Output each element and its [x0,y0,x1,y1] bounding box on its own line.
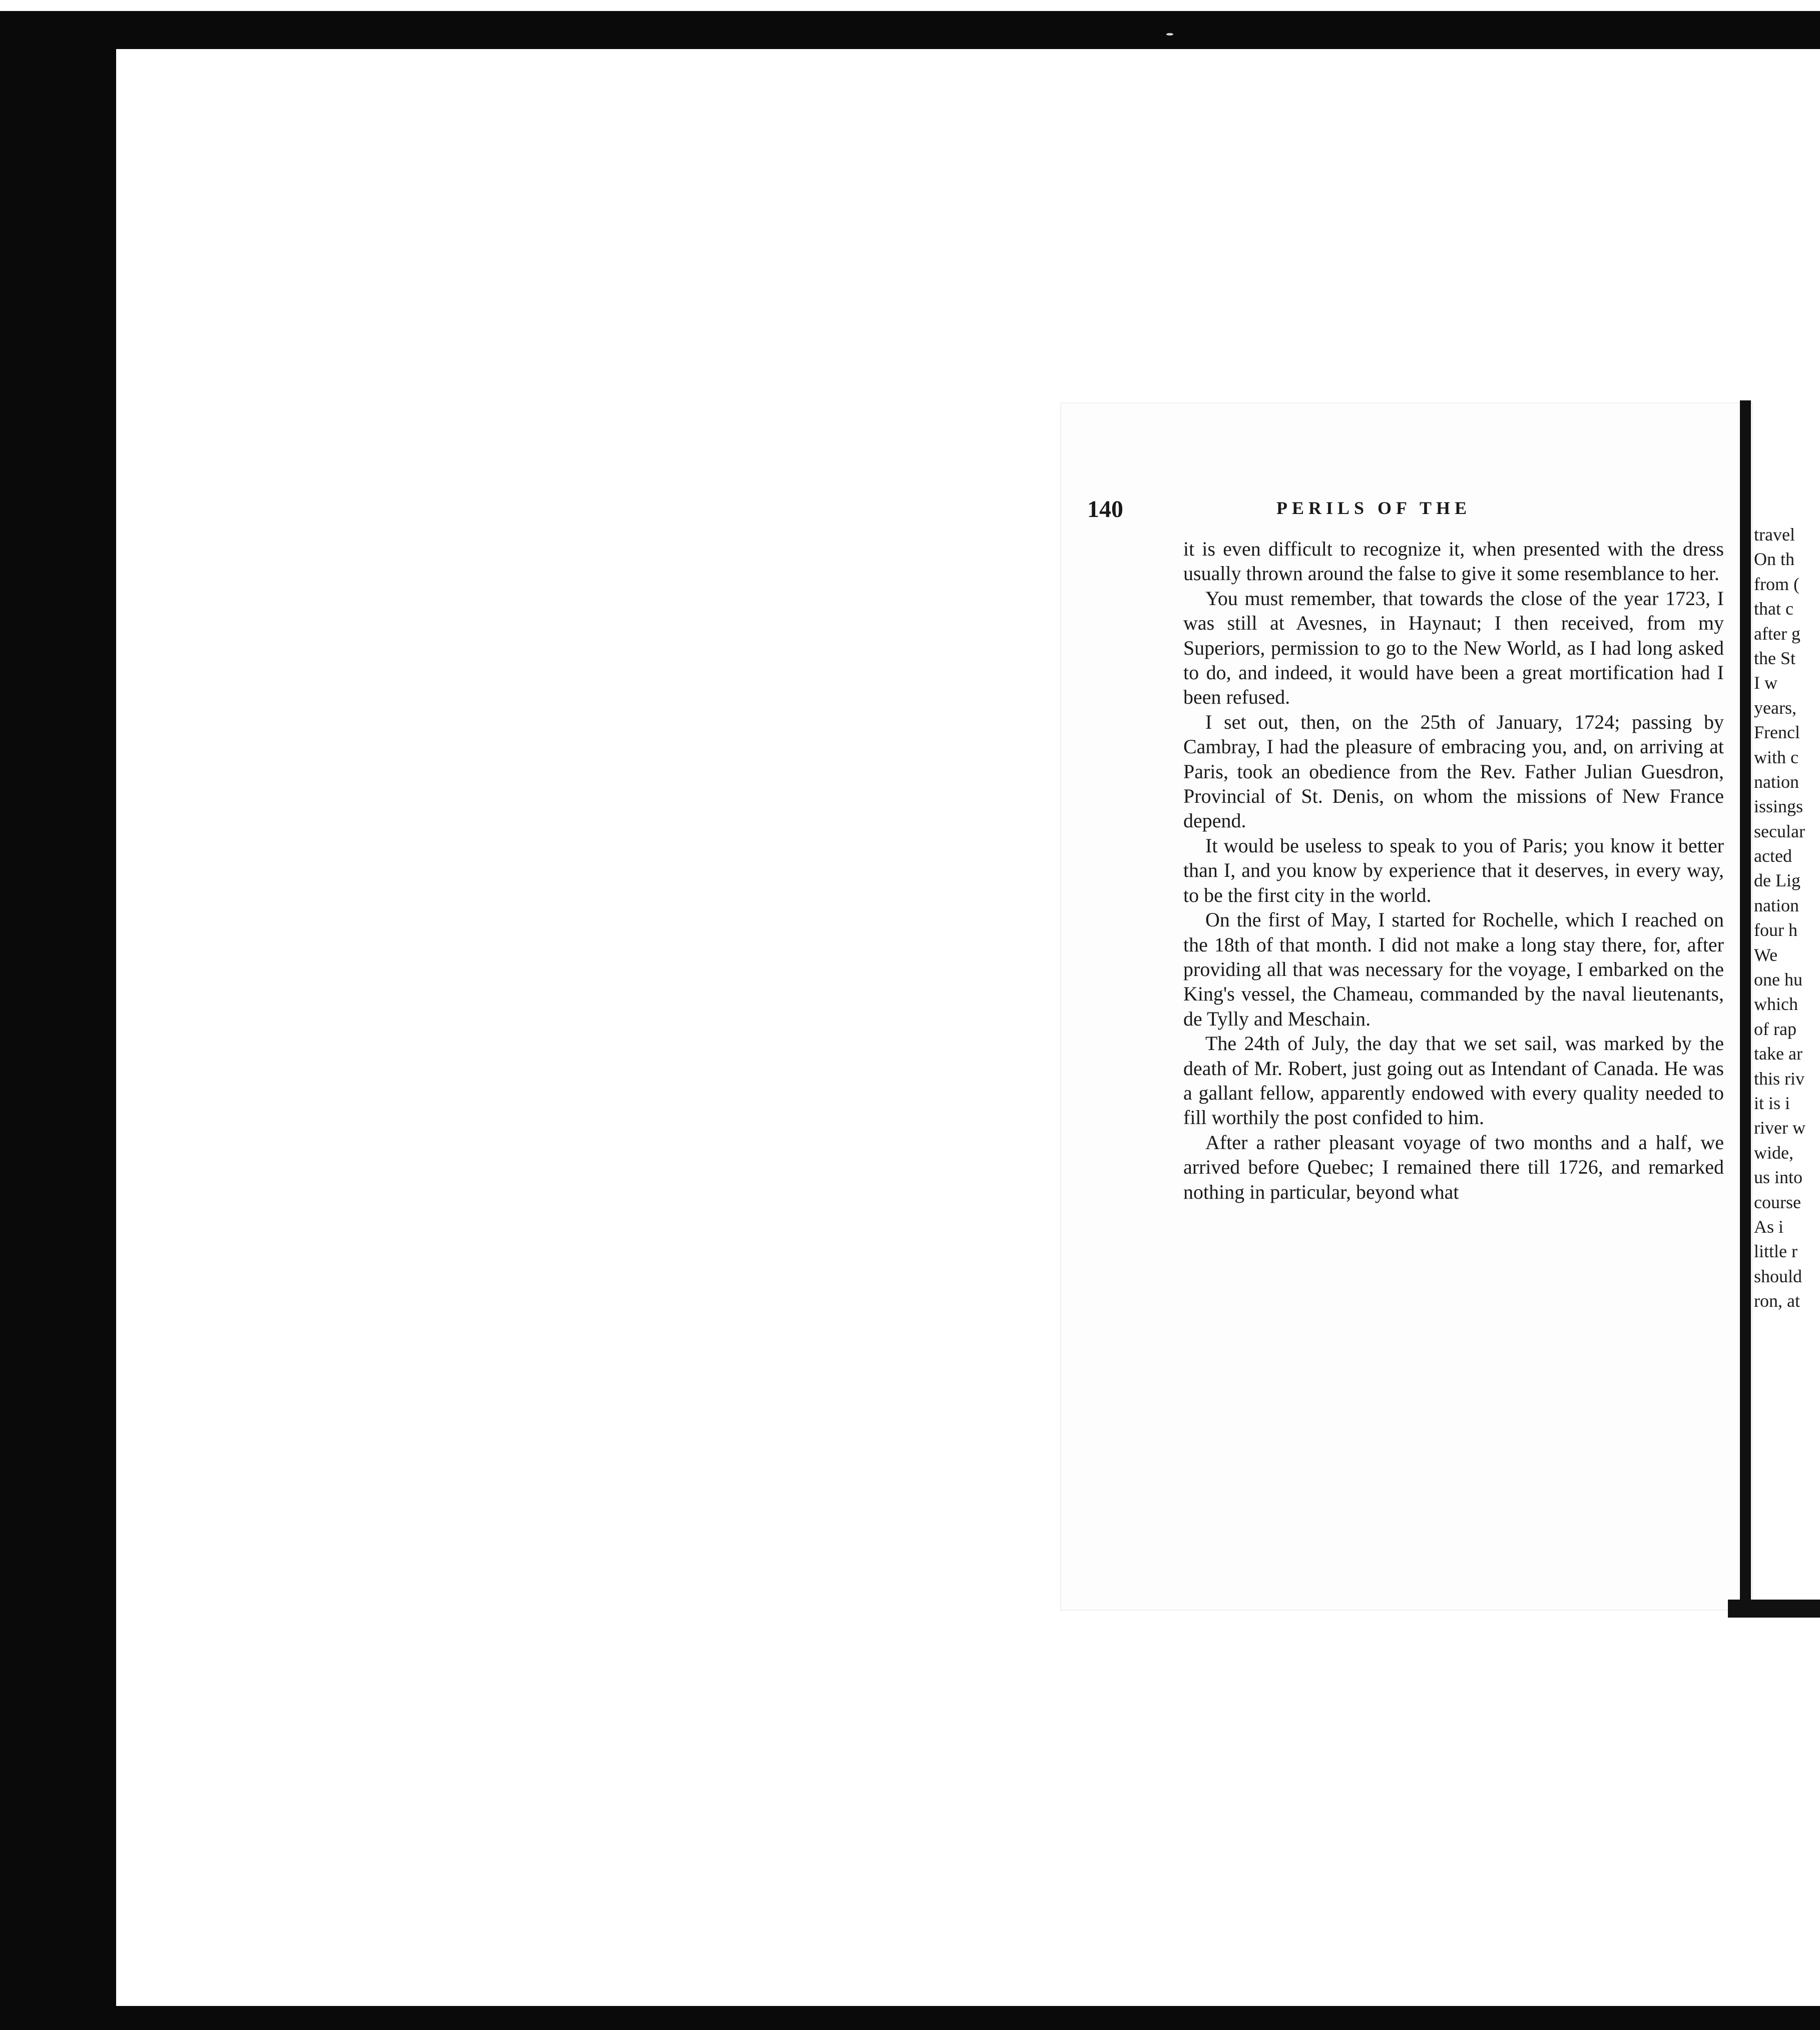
facing-line: that c [1754,599,1793,619]
facing-line: As i [1754,1216,1784,1237]
facing-line: nation [1754,895,1799,915]
facing-page-edge [1754,523,1820,1314]
scan-top-edge [0,0,1820,11]
facing-line: wide, [1754,1142,1793,1163]
page-number: 140 [1087,496,1123,523]
facing-line: one hu [1754,969,1802,990]
facing-line: of rap [1754,1019,1796,1039]
facing-line: the St [1754,648,1796,668]
facing-line: from ( [1754,574,1799,594]
paragraph: The 24th of July, the day that we set sail, was marked by the death of Mr. Robert, just going out as Intendant of Canada. He was a gallant fellow, apparently endowed with every quality needed to fill worthily the post confided to him. [1183,1032,1724,1129]
facing-line: secular [1754,821,1805,841]
facing-line: take ar [1754,1044,1802,1064]
facing-line: Frencl [1754,722,1800,743]
facing-line: nation [1754,771,1799,792]
facing-line: acted [1754,846,1792,866]
facing-line: issings [1754,796,1803,817]
facing-line: years, [1754,697,1796,718]
paragraph-continuation: it is even difficult to recognize it, when presented with the dress usually thrown around the false to give it some resemblance to her. [1183,538,1724,585]
facing-line: it is i [1754,1093,1790,1113]
paragraph: You must remember, that towards the close of the year 1723, I was still at Avesnes, in Haynaut; I then received, from my Superiors, permission to go to the New World, as I had long asked to do, and indeed, it would have been a great mortification had I been refused. [1183,587,1724,709]
facing-line: river w [1754,1118,1805,1138]
facing-line: I w [1754,673,1777,693]
facing-line: little r [1754,1241,1797,1262]
facing-line: course [1754,1192,1801,1212]
facing-line: On th [1754,549,1794,570]
paragraph: After a rather pleasant voyage of two months and a half, we arrived before Quebec; I remained there till 1726, and remarked nothing in particular, beyond what [1183,1131,1724,1203]
facing-line: us into [1754,1167,1803,1188]
facing-line: We [1754,944,1778,965]
facing-line: which [1754,994,1798,1014]
facing-line: this riv [1754,1068,1805,1089]
paragraph: On the first of May, I started for Rochelle, which I reached on the 18th of that month. I did not make a long stay there, for, after providing all that was necessary for the voyage, I embarked on the King's vessel, the Chameau, commanded by the naval lieutenants, de Tylly and Meschain. [1183,908,1724,1030]
running-title: PERILS OF THE [1276,498,1472,518]
scan-speck [1166,33,1173,36]
gutter-base [1728,1600,1820,1618]
gutter-shadow [1740,400,1751,1602]
facing-line: after g [1754,623,1800,644]
facing-line: four h [1754,920,1797,940]
facing-line: with c [1754,747,1798,767]
facing-line: ron, at [1754,1291,1800,1311]
facing-line: travel [1754,525,1795,545]
facing-line: should [1754,1266,1802,1286]
running-head [1087,495,1738,526]
paragraph: It would be useless to speak to you of Paris; you know it better than I, and you know by experience that it deserves, in every way, to be the first city in the world. [1183,834,1724,906]
facing-line: de Lig [1754,870,1800,891]
paragraph: I set out, then, on the 25th of January, 1724; passing by Cambray, I had the pleasure of embracing you, and, on arriving at Paris, took an obedience from the Rev. Father Julian Guesdron, Provincial of St. Denis, on whom the missions of New France depend. [1183,710,1724,832]
page-body [1183,537,1724,1204]
